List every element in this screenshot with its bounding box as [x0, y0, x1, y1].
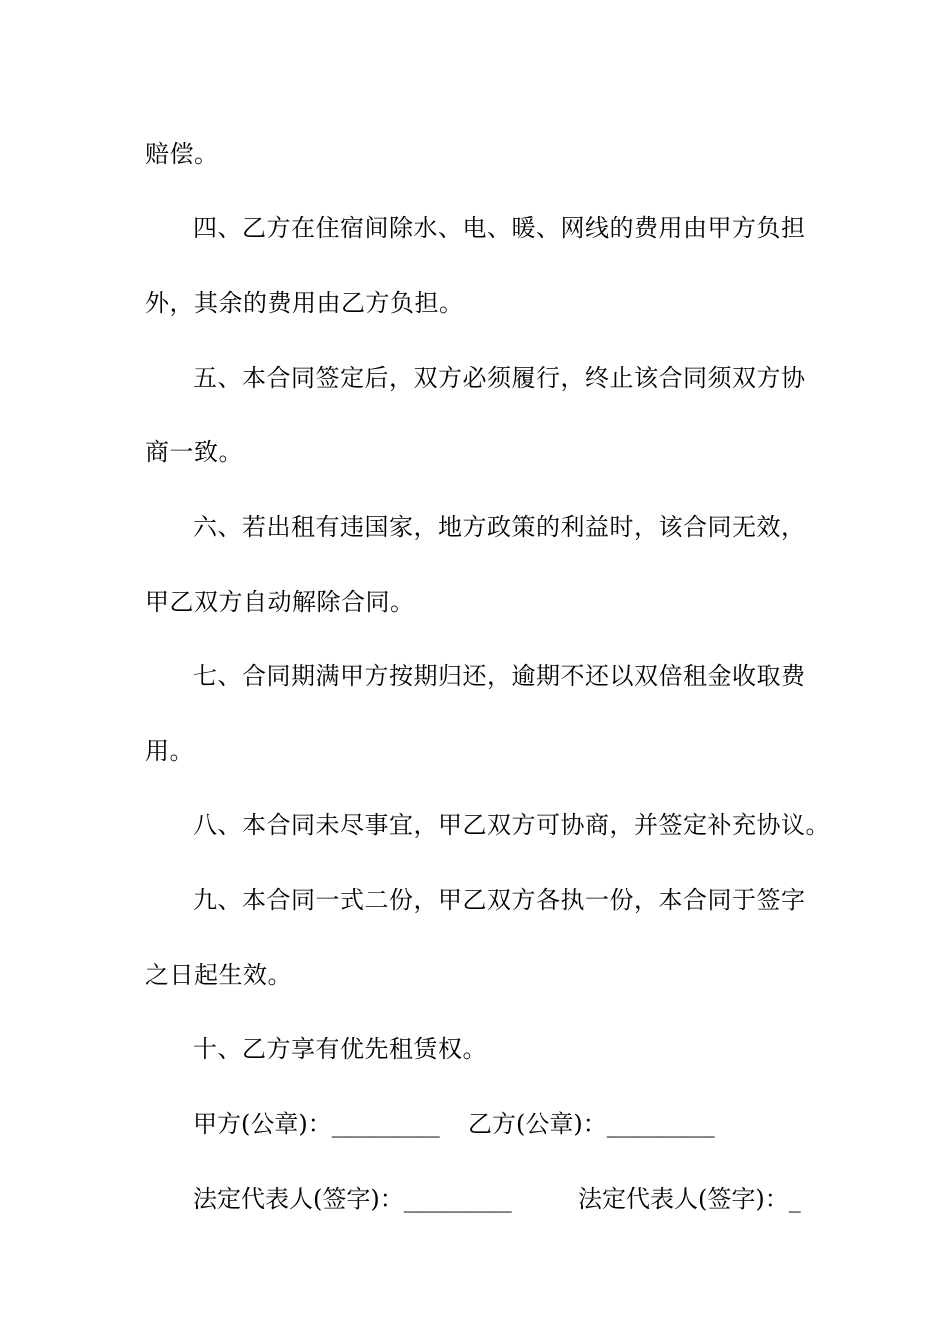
party-a-representative-field: 法定代表人(签字)：_________ [193, 1185, 512, 1213]
clause-7-line-1: 七、合同期满甲方按期归还，逾期不还以双倍租金收取费 [193, 662, 806, 690]
clause-4-line-1: 四、乙方在住宿间除水、电、暖、网线的费用由甲方负担 [193, 214, 806, 242]
representative-signature-row [193, 1183, 813, 1215]
clause-5-line-2: 商一致。 [145, 438, 243, 466]
clause-4-line-2: 外，其余的费用由乙方负担。 [145, 289, 464, 317]
clause-6-line-1: 六、若出租有违国家，地方政策的利益时，该合同无效， [193, 513, 806, 541]
seal-signature-row [193, 1108, 813, 1140]
clause-8-line-1: 八、本合同未尽事宜，甲乙双方可协商，并签定补充协议。 [193, 811, 830, 839]
clause-7-line-2: 用。 [145, 737, 194, 765]
party-b-representative-field: 法定代表人(签字)：_ [578, 1185, 801, 1213]
clause-5-line-1: 五、本合同签定后，双方必须履行，终止该合同须双方协 [193, 364, 806, 392]
text-line: 赔偿。 [145, 140, 219, 168]
clause-6-line-2: 甲乙双方自动解除合同。 [145, 588, 415, 616]
party-a-seal-field: 甲方(公章)：_________ [193, 1110, 440, 1138]
clause-10-line-1: 十、乙方享有优先租赁权。 [193, 1035, 487, 1063]
clause-9-line-2: 之日起生效。 [145, 961, 292, 989]
party-b-seal-field: 乙方(公章)：_________ [468, 1110, 715, 1138]
clause-9-line-1: 九、本合同一式二份，甲乙双方各执一份，本合同于签字 [193, 886, 806, 914]
